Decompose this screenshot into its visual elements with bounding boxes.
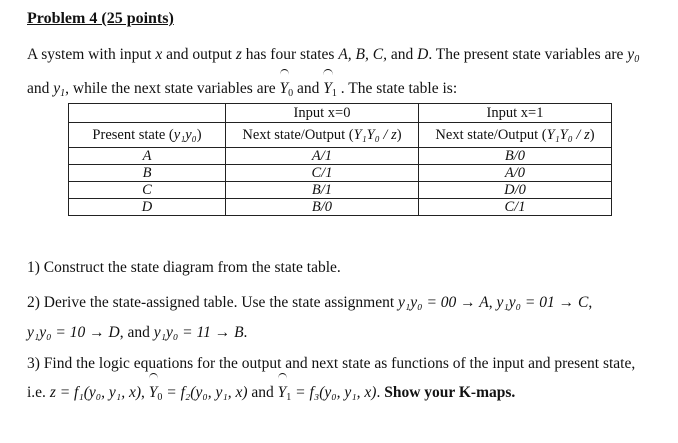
input-var: x xyxy=(155,46,163,63)
intro-text: and output xyxy=(166,46,232,63)
intro-text: . The present state variables are xyxy=(428,46,624,63)
header-empty xyxy=(69,104,226,123)
question-3: 3) Find the logic equations for the output and next state as functions of the input and present state, i.e. z = f₁(y₀, y₁, x), $Y_0 = f_2(y_0$, y₁, x) and $Y_1 = f_3(y_0$, y₁, x). Show your K-maps. xyxy=(27,349,657,412)
header-input-1: Input x=1 xyxy=(419,104,612,123)
table-row: A A/1 B/0 xyxy=(69,148,612,165)
intro-text: . The state table is: xyxy=(340,80,458,97)
show-kmaps: Show your K-maps. xyxy=(384,384,516,401)
header-input-0: Input x=0 xyxy=(226,104,419,123)
output-var: z xyxy=(235,46,242,63)
problem-title: Problem 4 (25 points) xyxy=(27,10,174,27)
table-row: C B/1 D/0 xyxy=(69,182,612,199)
table-row: B C/1 A/0 xyxy=(69,165,612,182)
problem-intro xyxy=(27,40,657,108)
header-next-state-1: Next state/Output (Y₁Y₀ / z) xyxy=(419,123,612,148)
intro-text: and xyxy=(27,80,50,97)
var-Y1: $Y_1$ xyxy=(323,80,337,97)
intro-text: has four states xyxy=(245,46,335,63)
state-d: D xyxy=(417,46,429,63)
state-table xyxy=(68,103,612,216)
header-next-state-0: Next state/Output (Y₁Y₀ / z) xyxy=(226,123,419,148)
intro-text: and xyxy=(390,46,414,63)
question-2: 2) Derive the state-assigned table. Use the state assignment y₁y₀ = 00 → A, y₁y₀ = 01 → C, y₁y₀ = 10 → D, and y₁y₀ = 11 → B. xyxy=(27,294,593,341)
question-1: 1) Construct the state diagram from the state table. xyxy=(27,259,341,276)
var-y1: $y_1$ xyxy=(53,80,66,99)
var-Y0: $Y_0$ xyxy=(280,80,294,97)
intro-text: A system with input xyxy=(27,46,152,63)
states-list: A, B, C, xyxy=(338,46,387,63)
header-present-state: Present state (y₁y₀) xyxy=(69,123,226,148)
intro-text: , while the next state variables are xyxy=(65,80,276,97)
var-y0: $y_0$ xyxy=(627,46,640,65)
table-row: D B/0 C/1 xyxy=(69,199,612,216)
intro-text: and xyxy=(297,80,320,97)
